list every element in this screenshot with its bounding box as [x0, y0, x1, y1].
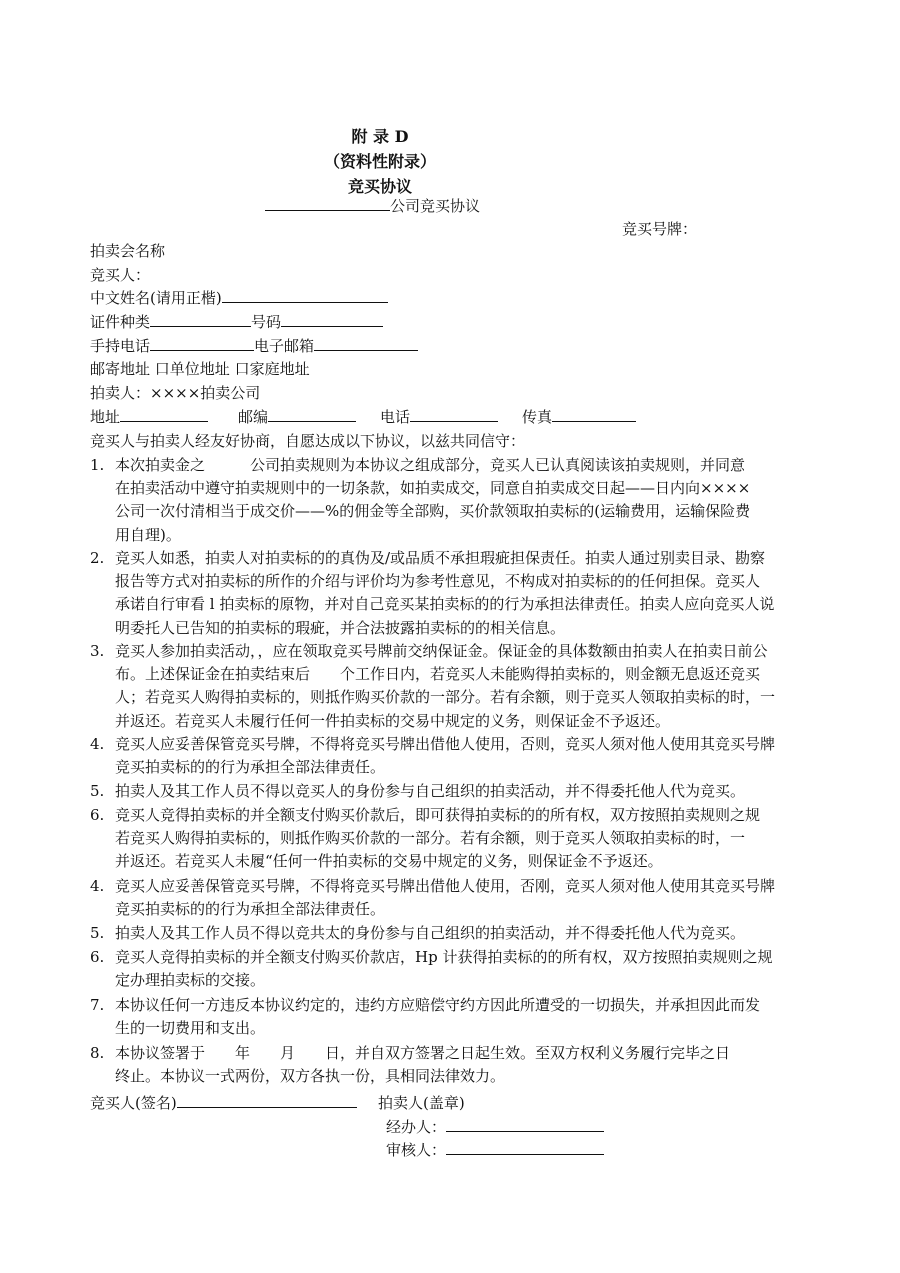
id-number-blank[interactable]	[281, 311, 383, 327]
clause-item	[90, 994, 810, 1040]
work-address-option[interactable]: 口单位地址	[154, 360, 230, 378]
reviewer-blank[interactable]	[446, 1139, 604, 1155]
auctioneer-label: 拍卖人：××××拍卖公司	[90, 384, 261, 402]
id-number-label: 号码	[251, 313, 282, 331]
agreement-intro: 竞买人与拍卖人经友好协商，自愿达成以下协议，以兹共同信守：	[90, 432, 526, 450]
id-row	[90, 311, 383, 333]
auctioneer-contact-row	[90, 406, 636, 428]
clause-line: 本协议签署于 年 月 日，并自双方签署之日起生效。至双方权利义务履行完毕之日	[115, 1044, 731, 1062]
clause-number: 5.	[90, 924, 105, 942]
id-type-blank[interactable]	[150, 311, 251, 327]
clause-item	[90, 547, 810, 640]
mobile-label: 手持电话	[90, 337, 151, 355]
clause-line: 竞买拍卖标的的行为承担全部法律责任。	[115, 900, 386, 919]
clause-line: 明委托人已告知的拍卖标的瑕疵，并合法披露拍卖标的的相关信息。	[115, 618, 566, 637]
clause-line: 人；若竞买人购得拍卖标的，则抵作购买价款的一部分。若有余额，则于竞买人领取拍卖标的时，一	[115, 688, 776, 707]
clause-line: 本次拍卖金之 公司拍卖规则为本协议之组成部分，竞买人已认真阅读该拍卖规则，并同意	[115, 456, 746, 474]
clause-number: 3.	[90, 642, 105, 660]
mobile-blank[interactable]	[150, 335, 254, 351]
clause-line: 竞买人参加拍卖活动，，应在领取竞买号牌前交纳保证金。保证金的具体数额由拍卖人在拍卖日前公	[115, 642, 768, 660]
handler-label: 经办人：	[386, 1118, 447, 1136]
email-label: 电子邮箱	[254, 337, 315, 355]
clause-number: 1.	[90, 456, 105, 474]
clause-line: 竞买拍卖标的的行为承担全部法律责任。	[115, 758, 386, 777]
clause-number: 8.	[90, 1044, 105, 1062]
clause-line: 终止。本协议一式两份，双方各执一份，具相同法律效力。	[115, 1067, 506, 1086]
company-name-blank[interactable]	[265, 195, 390, 211]
document-title: 竞买协议	[347, 177, 412, 196]
company-title-line	[265, 195, 480, 217]
clause-number: 7.	[90, 996, 105, 1014]
clause-line: 并返还。若竞买人未履“任何一件拍卖标的交易中规定的义务，则保证金不予返还。	[115, 852, 663, 871]
clause-line: 在拍卖活动中遵守拍卖规则中的一切条款，如拍卖成交，同意自拍卖成交日起——日内向××××	[115, 479, 751, 498]
clause-line: 并返还。若竞买人未履行任何一件拍卖标的交易中规定的义务，则保证金不予返还。	[115, 711, 671, 730]
bidder-label: 竞买人：	[90, 266, 151, 284]
phone-label: 电话	[380, 408, 411, 426]
clause-item	[90, 780, 810, 803]
clause-line: 若竞买人购得拍卖标的，则抵作购买价款的一部分。若有余额，则于竞买人领取拍卖标的时，一	[115, 829, 746, 848]
clause-number: 6.	[90, 806, 105, 824]
fax-label: 传真	[522, 408, 553, 426]
contact-row	[90, 335, 418, 357]
clause-line: 竞买人如悉，拍卖人对拍卖标的的真伪及/或品质不承担瑕疵担保责任。拍卖人通过别卖目录、勘察	[115, 549, 766, 567]
home-address-option[interactable]: 口家庭地址	[234, 360, 310, 378]
bidder-signature-blank[interactable]	[177, 1092, 357, 1108]
clause-number: 5.	[90, 782, 105, 800]
clause-item	[90, 922, 810, 945]
clause-item	[90, 804, 810, 874]
clause-number: 2.	[90, 549, 105, 567]
clause-item	[90, 946, 810, 992]
chinese-name-label: 中文姓名(请用正楷)	[90, 289, 222, 307]
address-label: 地址	[90, 408, 121, 426]
handler-blank[interactable]	[446, 1116, 604, 1132]
clause-item	[90, 1042, 810, 1088]
clause-line: 竞买人竞得拍卖标的并全额支付购买价款后，即可获得拍卖标的的所有权，双方按照拍卖规则之规	[115, 806, 761, 824]
bidder-signature-label: 竞买人(签名)	[90, 1094, 177, 1112]
chinese-name-blank[interactable]	[222, 287, 388, 303]
mailing-address-label: 邮寄地址	[90, 360, 151, 378]
postcode-label: 邮编	[238, 408, 269, 426]
company-title-suffix: 公司竞买协议	[390, 197, 481, 215]
clause-line: 布。上述保证金在拍卖结束后 个工作日内，若竞买人未能购得拍卖标的，则金额无息返还竞买	[115, 665, 761, 684]
clause-line: 承诺自行审看 l 拍卖标的原物，并对自己竞买某拍卖标的的行为承担法律责任。拍卖人应向竞买人说	[115, 595, 775, 614]
auction-name-label: 拍卖会名称	[90, 242, 166, 260]
clause-line: 用自理)。	[115, 525, 181, 544]
mailing-address-row	[90, 358, 310, 380]
clause-line: 竞买人应妥善保管竞买号牌，不得将竞买号牌出借他人使用，否刚，竞买人须对他人使用其竞买号牌	[115, 877, 776, 895]
clause-line: 生的一切费用和支出。	[115, 1019, 266, 1038]
clause-line: 定办理拍卖标的交接。	[115, 971, 266, 990]
clause-line: 竞买人竞得拍卖标的并全额支付购买价款店，Hp 计获得拍卖标的的所有权，双方按照拍卖规则之规	[115, 948, 773, 966]
clause-item	[90, 733, 810, 779]
clause-number: 6.	[90, 948, 105, 966]
paddle-number-label: 竞买号牌：	[622, 220, 698, 238]
clause-item	[90, 640, 810, 733]
email-blank[interactable]	[314, 335, 418, 351]
clause-line: 公司一次付清相当于成交价——%的佣金等全部购，买价款领取拍卖标的(运输费用，运输保险费	[115, 502, 751, 521]
appendix-subtitle: （资料性附录）	[323, 152, 436, 171]
address-blank[interactable]	[120, 406, 208, 422]
clause-number: 4.	[90, 735, 105, 753]
clause-line: 竞买人应妥善保管竞买号牌，不得将竞买号牌出借他人使用，否则，竞买人须对他人使用其竞买号牌	[115, 735, 776, 753]
handler-row	[386, 1116, 604, 1138]
chinese-name-row	[90, 287, 388, 309]
postcode-blank[interactable]	[268, 406, 356, 422]
clause-line: 拍卖人及其工作人员不得以竞共太的身份参与自己组织的拍卖活动，并不得委托他人代为竞买。	[115, 924, 746, 942]
phone-blank[interactable]	[410, 406, 498, 422]
clause-line: 拍卖人及其工作人员不得以竞买人的身份参与自己组织的拍卖活动，并不得委托他人代为竞买。	[115, 782, 746, 800]
clause-number: 4.	[90, 877, 105, 895]
auctioneer-seal-label: 拍卖人(盖章)	[378, 1094, 465, 1112]
reviewer-label: 审核人：	[386, 1141, 447, 1159]
clause-line: 报告等方式对拍卖标的所作的介绍与评价均为参考性意见，不构成对拍卖标的的任何担保。竞买人	[115, 572, 761, 591]
id-type-label: 证件种类	[90, 313, 151, 331]
appendix-title: 附 录 D	[351, 127, 409, 146]
reviewer-row	[386, 1139, 604, 1161]
bidder-signature-row	[90, 1092, 357, 1114]
clause-item	[90, 454, 810, 547]
clause-line: 本协议任何一方违反本协议约定的，违约方应赔偿守约方因此所遭受的一切损失，并承担因此而发	[115, 996, 761, 1014]
clause-item	[90, 875, 810, 921]
fax-blank[interactable]	[552, 406, 636, 422]
